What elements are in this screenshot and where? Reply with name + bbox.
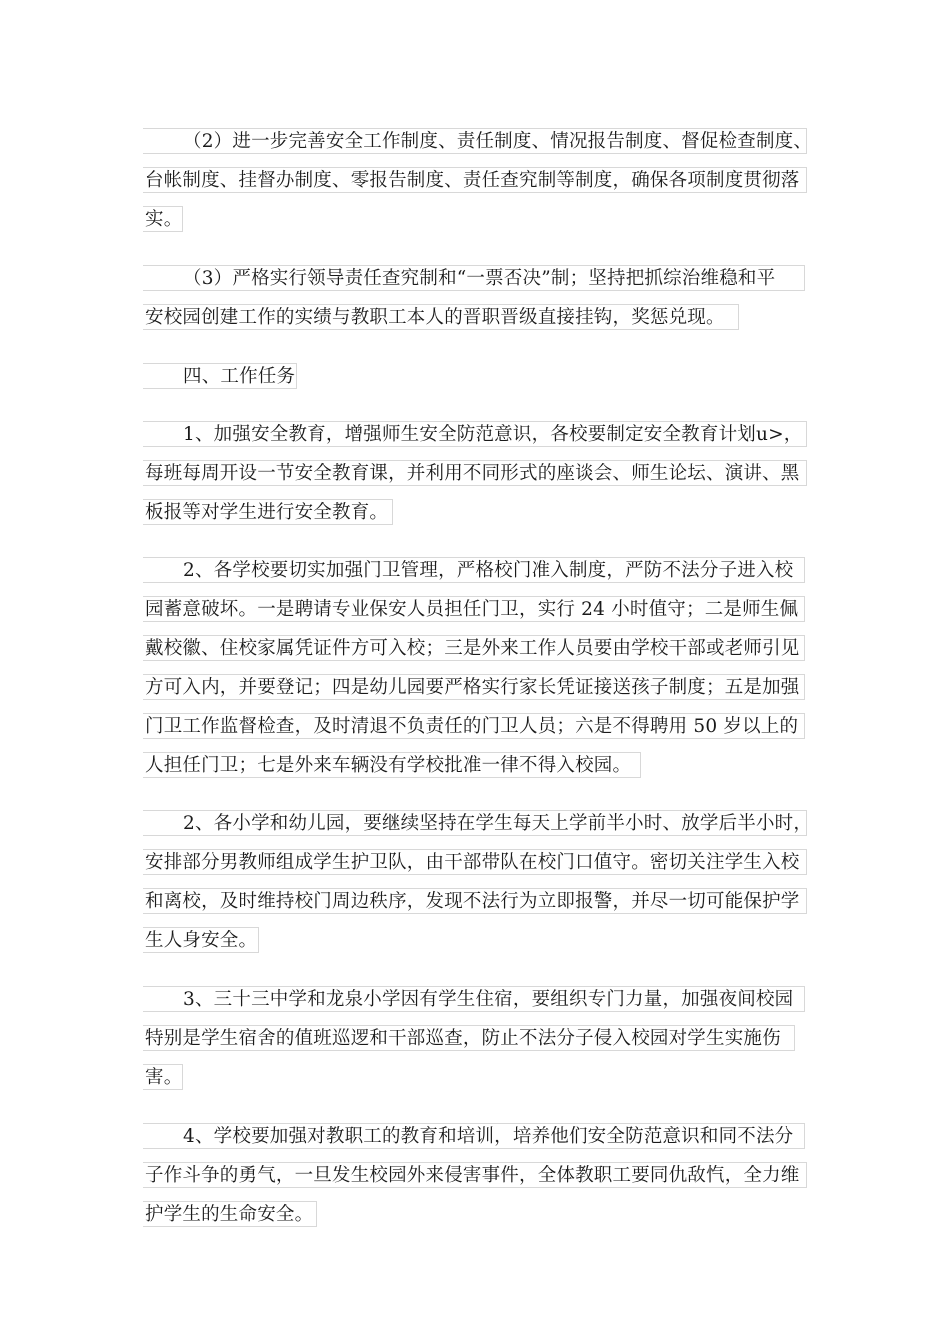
text-line: 害。 (143, 1064, 183, 1090)
text-line: 2、各小学和幼儿园，要继续坚持在学生每天上学前半小时、放学后半小时， (143, 810, 807, 836)
text-line: 每班每周开设一节安全教育课，并利用不同形式的座谈会、师生论坛、演讲、黑 (143, 460, 807, 486)
text-line: 生人身安全。 (143, 927, 259, 953)
text-line: （2）进一步完善安全工作制度、责任制度、情况报告制度、督促检查制度、 (143, 128, 807, 154)
text-line: 4、学校要加强对教职工的教育和培训，培养他们安全防范意识和同不法分 (143, 1123, 805, 1149)
text-line: 3、三十三中学和龙泉小学因有学生住宿，要组织专门力量，加强夜间校园 (143, 986, 805, 1012)
text-line: 门卫工作监督检查，及时清退不负责任的门卫人员；六是不得聘用 50 岁以上的 (143, 713, 805, 739)
text-line: 园蓄意破坏。一是聘请专业保安人员担任门卫，实行 24 小时值守；二是师生佩 (143, 596, 805, 622)
text-line: 2、各学校要切实加强门卫管理，严格校门准入制度，严防不法分子进入校 (143, 557, 805, 583)
text-line: 安排部分男教师组成学生护卫队，由干部带队在校门口值守。密切关注学生入校 (143, 849, 807, 875)
text-line: 实。 (143, 206, 183, 232)
text-line: 台帐制度、挂督办制度、零报告制度、责任查究制等制度，确保各项制度贯彻落 (143, 167, 807, 193)
text-line: 板报等对学生进行安全教育。 (143, 499, 393, 525)
text-line: 护学生的生命安全。 (143, 1201, 317, 1227)
section-heading: 四、工作任务 (143, 363, 297, 389)
text-line: 1、加强安全教育，增强师生安全防范意识，各校要制定安全教育计划u>， (143, 421, 807, 447)
text-line: 和离校，及时维持校门周边秩序，发现不法行为立即报警，并尽一切可能保护学 (143, 888, 807, 914)
text-line: 安校园创建工作的实绩与教职工本人的晋职晋级直接挂钩，奖惩兑现。 (143, 304, 739, 330)
text-line: （3）严格实行领导责任查究制和“一票否决”制；坚持把抓综治维稳和平 (143, 265, 805, 291)
text-line: 方可入内，并要登记；四是幼儿园要严格实行家长凭证接送孩子制度；五是加强 (143, 674, 805, 700)
text-line: 特别是学生宿舍的值班巡逻和干部巡查，防止不法分子侵入校园对学生实施伤 (143, 1025, 795, 1051)
text-line: 子作斗争的勇气，一旦发生校园外来侵害事件，全体教职工要同仇敌忾，全力维 (143, 1162, 807, 1188)
text-line: 戴校徽、住校家属凭证件方可入校；三是外来工作人员要由学校干部或老师引见 (143, 635, 805, 661)
text-line: 人担任门卫；七是外来车辆没有学校批准一律不得入校园。 (143, 752, 641, 778)
